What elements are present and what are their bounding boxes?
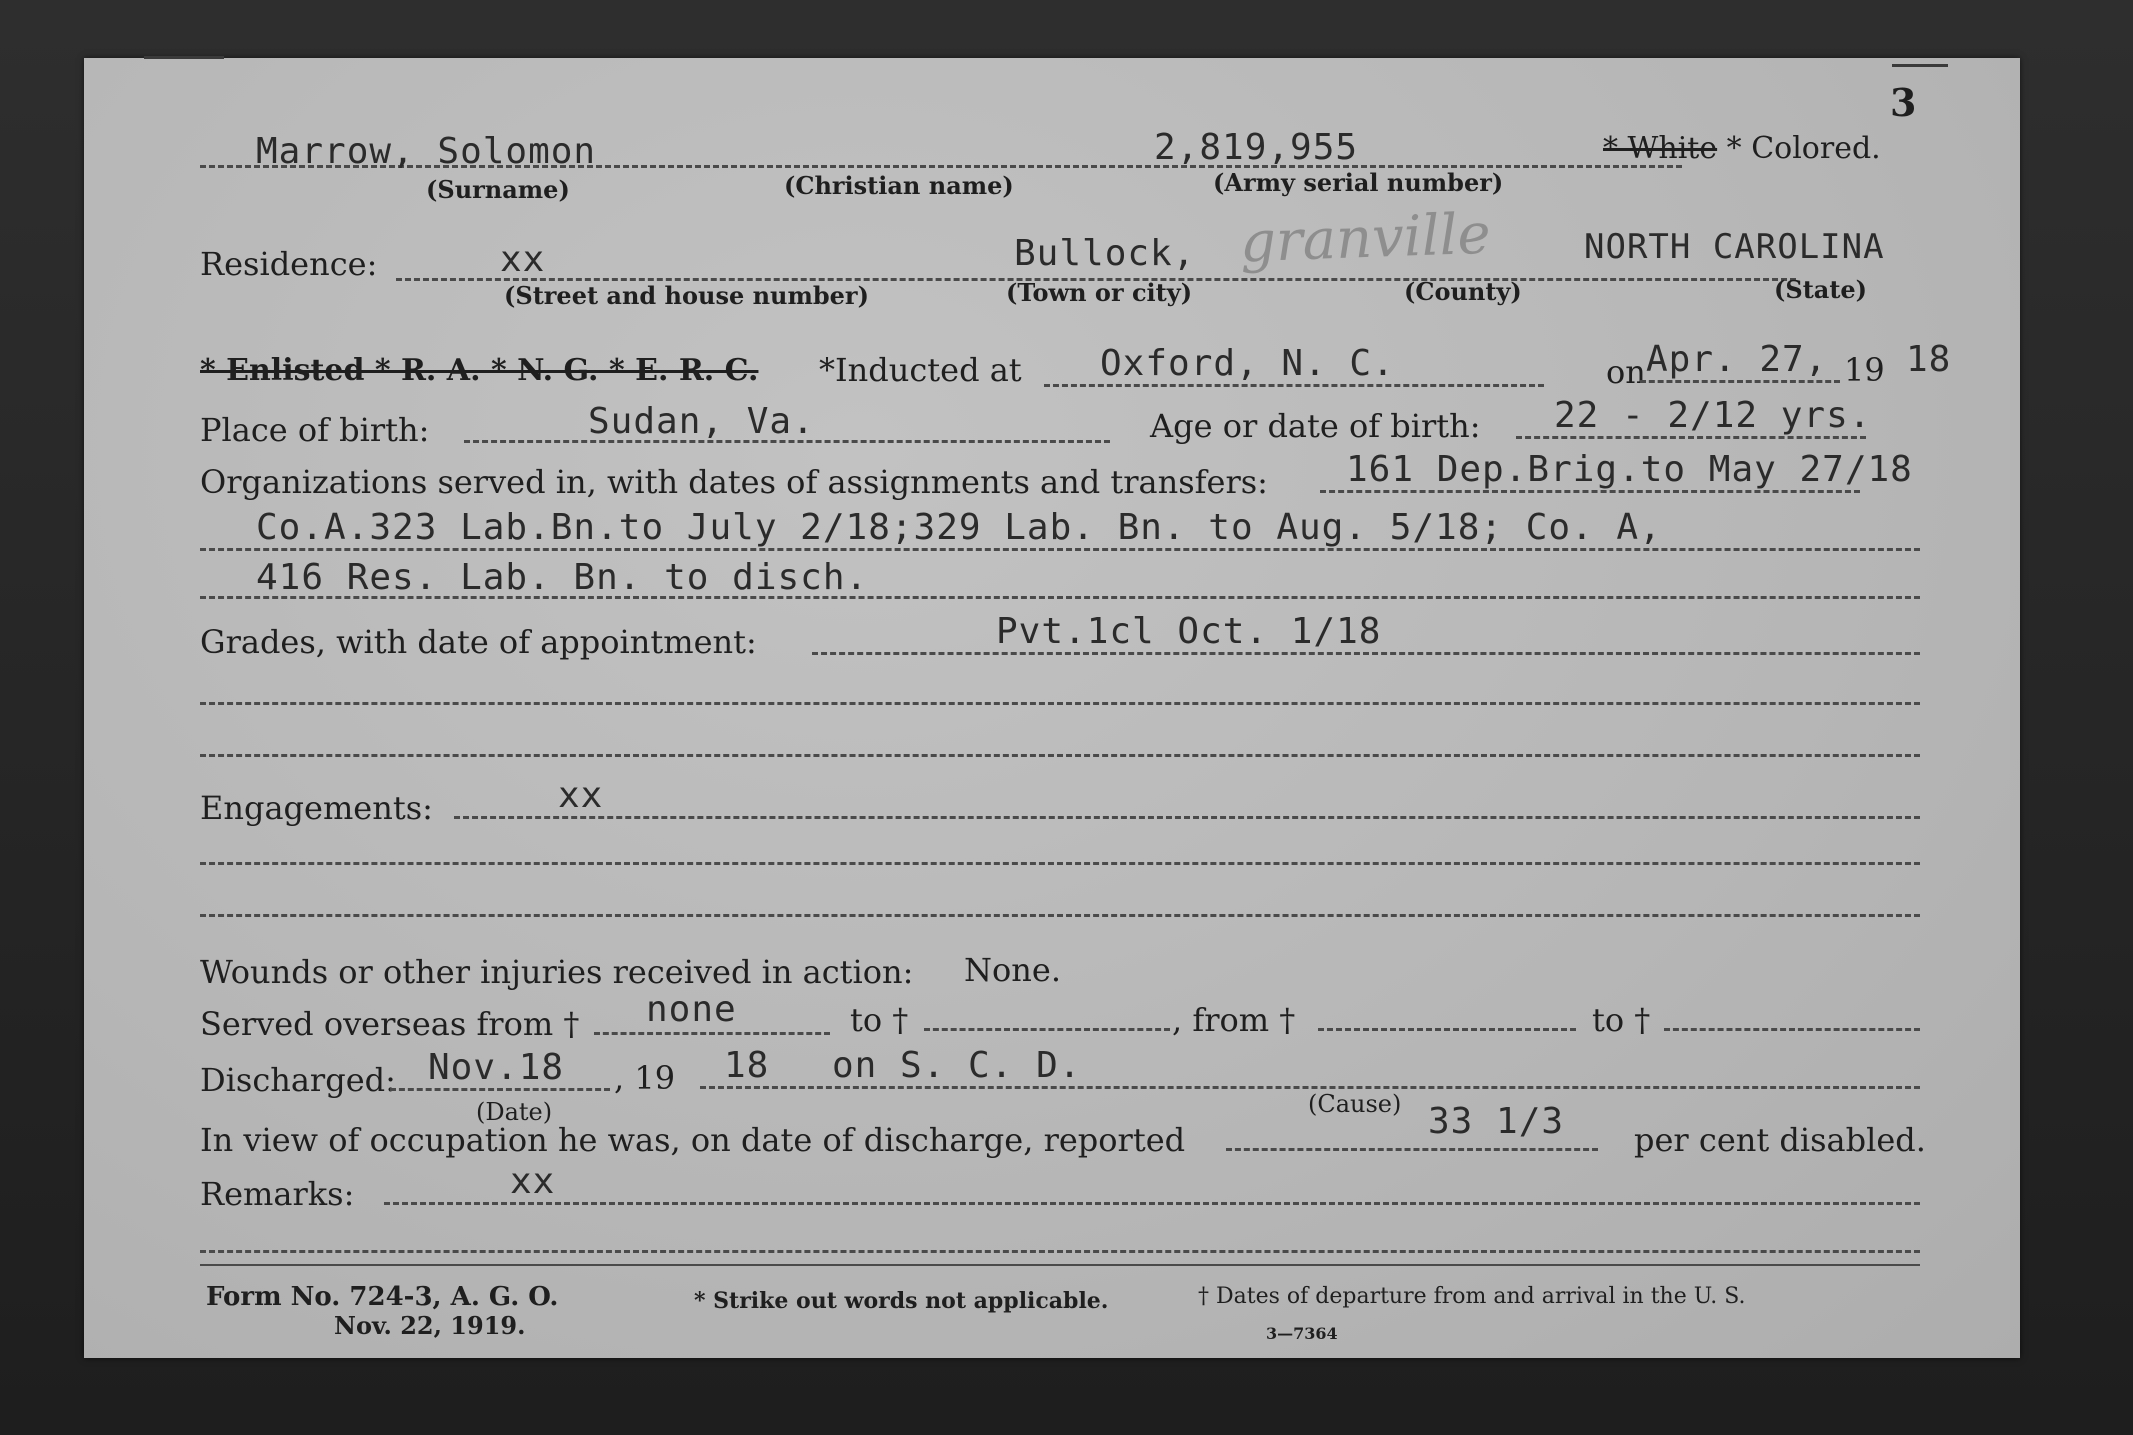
print-code: 3—7364: [1266, 1324, 1338, 1343]
engagements-line-3: [200, 914, 1920, 917]
inducted-date-line: [1640, 380, 1840, 383]
inducted-year-value: 18: [1906, 339, 1952, 380]
enlisted-options-struck: * Enlisted * R. A. * N. G. * E. R. C.: [200, 353, 759, 388]
birth-place-value: Sudan, Va.: [588, 401, 815, 442]
grades-label: Grades, with date of appointment:: [200, 623, 757, 661]
wounds-value: None.: [964, 951, 1061, 989]
dates-note: † Dates of departure from and arrival in the U. S.: [1198, 1284, 1746, 1309]
organizations-line-1-value: 161 Dep.Brig.to May 27/18: [1346, 449, 1913, 490]
inducted-place-value: Oxford, N. C.: [1100, 343, 1395, 384]
street-caption: (Street and house number): [504, 281, 869, 310]
organizations-label: Organizations served in, with dates of assignments and transfers:: [200, 463, 1268, 501]
overseas-from-value: none: [646, 989, 737, 1030]
residence-label: Residence:: [200, 245, 378, 283]
discharge-date-value: Nov.18: [428, 1047, 565, 1088]
remarks-line: [384, 1202, 1920, 1205]
organizations-line-1: [1320, 490, 1860, 493]
year-prefix: 19: [1844, 351, 1885, 389]
discharge-date-line: [390, 1088, 610, 1091]
disability-label: In view of occupation he was, on date of discharge, reported: [200, 1121, 1186, 1159]
inducted-label: *Inducted at: [819, 351, 1022, 389]
surname-value: Marrow, Solomon: [256, 131, 597, 172]
wounds-label: Wounds or other injuries received in action:: [200, 953, 914, 991]
on-label: on: [1606, 353, 1646, 391]
organizations-line-2-value: Co.A.323 Lab.Bn.to July 2/18;329 Lab. Bn. to Aug. 5/18; Co. A,: [256, 507, 1662, 548]
overseas-from-line: [594, 1032, 830, 1035]
town-value: Bullock,: [1014, 233, 1196, 274]
race-options: [1603, 131, 1881, 166]
discharge-cause-line: [700, 1086, 1920, 1089]
discharge-year-prefix: , 19: [614, 1059, 676, 1097]
overseas-to-label: to †: [850, 1001, 909, 1039]
age-line: [1516, 436, 1866, 439]
overseas-from2-label: , from †: [1172, 1001, 1296, 1039]
engagements-line: [454, 816, 1920, 819]
discharge-year-value: 18: [724, 1045, 770, 1086]
card-number: 3: [1890, 80, 1917, 125]
engagements-label: Engagements:: [200, 789, 433, 827]
inducted-date-value: Apr. 27,: [1646, 339, 1828, 380]
pencil-mark: [144, 56, 224, 59]
organizations-line-3-value: 416 Res. Lab. Bn. to disch.: [256, 557, 869, 598]
serial-caption: (Army serial number): [1213, 168, 1504, 197]
town-caption: (Town or city): [1006, 278, 1193, 307]
county-caption: (County): [1404, 277, 1522, 306]
state-value: NORTH CAROLINA: [1584, 227, 1885, 267]
disability-value: 33 1/3: [1428, 1101, 1565, 1142]
white-option: * White: [1603, 131, 1718, 166]
grades-line: [812, 652, 1920, 655]
grades-line-2: [200, 702, 1920, 705]
grades-value: Pvt.1cl Oct. 1/18: [996, 611, 1382, 652]
colored-option: * Colored.: [1726, 131, 1881, 166]
discharge-cause-caption: (Cause): [1308, 1090, 1402, 1118]
footer-divider: [200, 1264, 1920, 1266]
remarks-line-2: [200, 1250, 1920, 1253]
discharge-date-caption: (Date): [476, 1098, 553, 1126]
overseas-from2-line: [1318, 1028, 1576, 1031]
remarks-label: Remarks:: [200, 1175, 355, 1213]
engagements-value: xx: [558, 775, 604, 816]
overseas-to2-label: to †: [1592, 1001, 1651, 1039]
service-record-card: [84, 58, 2020, 1358]
disability-suffix: per cent disabled.: [1634, 1121, 1926, 1159]
state-caption: (State): [1774, 275, 1868, 304]
disability-line: [1226, 1148, 1598, 1151]
inducted-line: [1044, 384, 1544, 387]
grades-line-3: [200, 754, 1920, 757]
engagements-line-2: [200, 862, 1920, 865]
form-number: Form No. 724-3, A. G. O.: [206, 1282, 559, 1312]
discharged-label: Discharged:: [200, 1061, 396, 1099]
pencil-mark: [1892, 64, 1948, 67]
age-label: Age or date of birth:: [1150, 407, 1481, 445]
county-handwritten: granville: [1238, 201, 1492, 276]
overseas-to-line: [924, 1028, 1170, 1031]
organizations-line-2: [200, 548, 1920, 551]
age-value: 22 - 2/12 yrs.: [1554, 395, 1872, 436]
birth-place-label: Place of birth:: [200, 411, 430, 449]
surname-caption: (Surname): [426, 175, 570, 204]
strike-note: * Strike out words not applicable.: [694, 1288, 1109, 1314]
discharge-cause-value: on S. C. D.: [832, 1045, 1082, 1086]
form-date: Nov. 22, 1919.: [334, 1311, 526, 1340]
christian-caption: (Christian name): [784, 171, 1014, 200]
remarks-value: xx: [510, 1161, 556, 1202]
street-value: xx: [500, 239, 546, 280]
overseas-label: Served overseas from †: [200, 1005, 580, 1043]
overseas-to2-line: [1664, 1028, 1920, 1031]
serial-value: 2,819,955: [1154, 127, 1359, 168]
